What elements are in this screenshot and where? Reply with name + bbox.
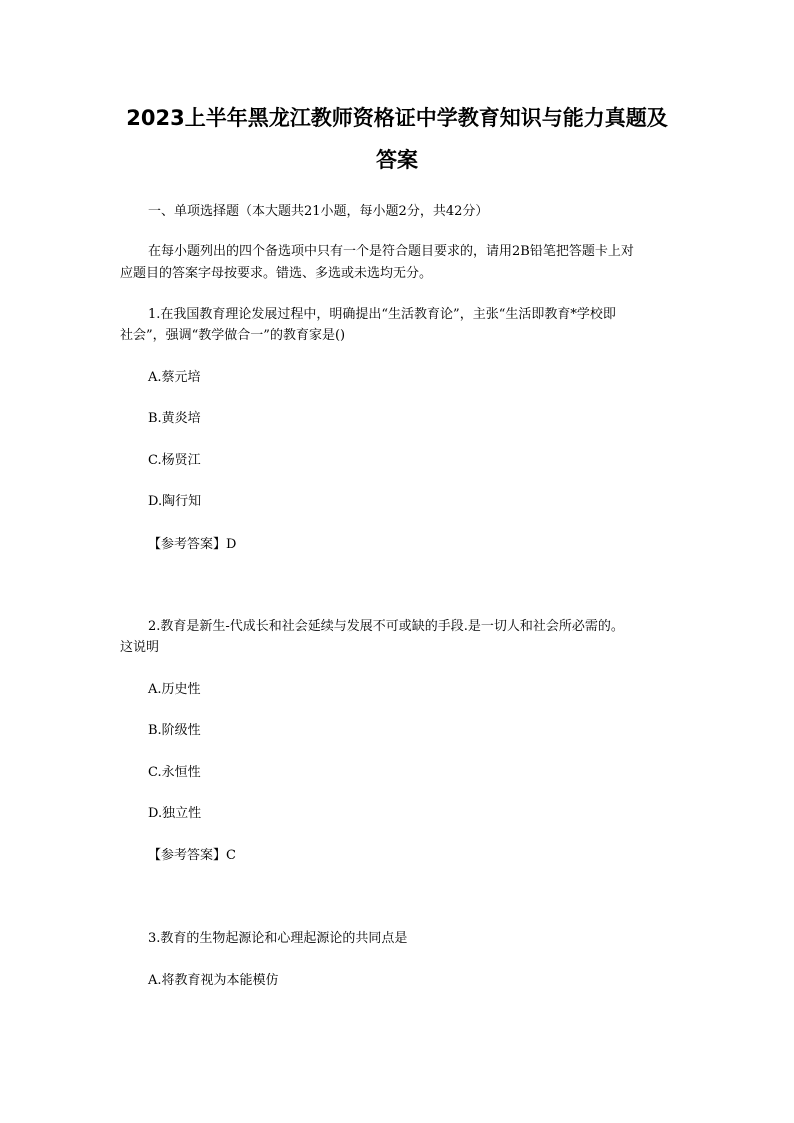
section-heading: 一、单项选择题（本大题共21小题，每小题2分，共42分） xyxy=(148,204,489,219)
question-1-option-a: A.蔡元培 xyxy=(148,370,201,385)
question-2-stem-line-2: 这说明 xyxy=(120,640,160,655)
instruction-line-2: 应题目的答案字母按要求。错选、多选或未选均无分。 xyxy=(120,266,433,281)
question-2-option-a: A.历史性 xyxy=(148,682,201,697)
question-1-stem-line-2: 社会”，强调“教学做合一”的教育家是() xyxy=(120,328,346,343)
question-1-option-c: C.杨贤江 xyxy=(148,453,201,468)
question-1-answer: 【参考答案】D xyxy=(148,537,237,552)
question-1-stem-line-1: 1.在我国教育理论发展过程中，明确提出“生活教育论”，主张“生活即教育*学校即 xyxy=(148,307,616,322)
question-3-option-a: A.将教育视为本能模仿 xyxy=(148,973,279,988)
question-2-stem-line-1: 2.教育是新生-代成长和社会延续与发展不可或缺的手段.是一切人和社会所必需的。 xyxy=(148,619,624,634)
question-1-option-d: D.陶行知 xyxy=(148,494,202,509)
document-title-line-1: 2023上半年黑龙江教师资格证中学教育知识与能力真题及 xyxy=(126,106,668,130)
question-2-option-d: D.独立性 xyxy=(148,806,202,821)
question-2-option-c: C.永恒性 xyxy=(148,765,201,780)
instruction-line-1: 在每小题列出的四个备选项中只有一个是符合题目要求的，请用2B铅笔把答题卡上对 xyxy=(148,244,634,259)
document-title-line-2: 答案 xyxy=(376,148,418,172)
question-3-stem-line-1: 3.教育的生物起源论和心理起源论的共同点是 xyxy=(148,931,408,946)
question-2-option-b: B.阶级性 xyxy=(148,723,201,738)
question-1-option-b: B.黄炎培 xyxy=(148,411,201,426)
question-2-answer: 【参考答案】C xyxy=(148,848,236,863)
